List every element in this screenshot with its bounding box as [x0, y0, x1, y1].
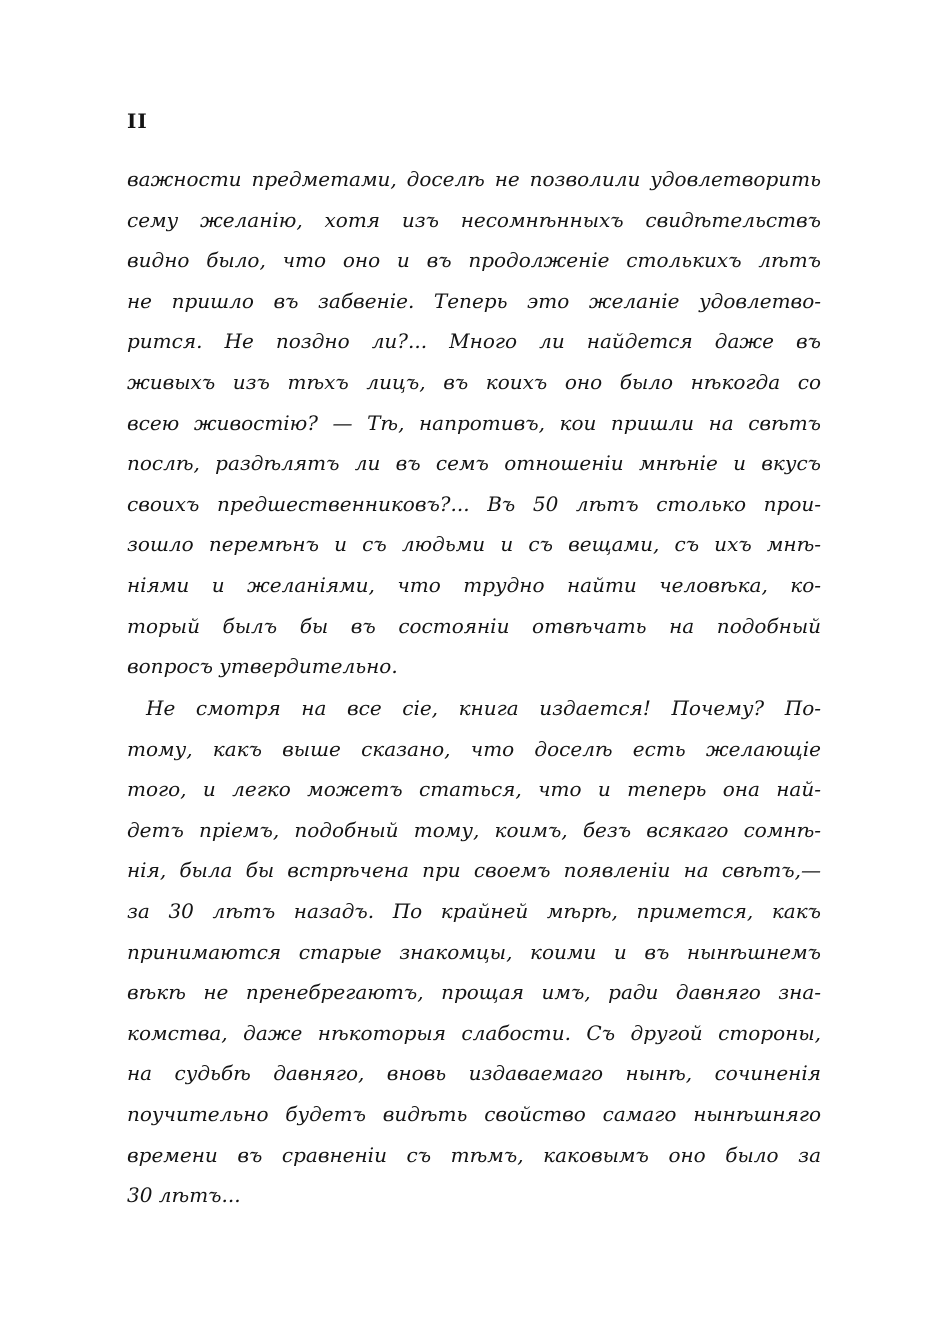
text-line: 30 лѣтъ... [127, 1183, 241, 1208]
text-line: послѣ, раздѣлятъ ли въ семъ отношеніи мнѣніе и вкусъ [127, 451, 821, 476]
page-number: II [127, 109, 148, 133]
text-line: всею живостію? — Тѣ, напротивъ, кои пришли на свѣтъ [127, 410, 821, 435]
text-line: торый былъ бы въ состояніи отвѣчать на подобный [127, 613, 821, 638]
text-line: вопросъ утвердительно. [127, 654, 398, 679]
text-line: живыхъ изъ тѣхъ лицъ, въ коихъ оно было нѣкогда со [127, 369, 821, 394]
text-line: Не смотря на все сіе, книга издается! Почему? По- [146, 696, 821, 720]
text-line: комства, даже нѣкоторыя слабости. Съ другой стороны, [127, 1020, 821, 1045]
text-line: того, и легко можетъ статься, что и теперь она най- [127, 777, 821, 802]
text-line: поучительно будетъ видѣть свойство самаго нынѣшняго [127, 1101, 821, 1126]
text-line: детъ пріемъ, подобный тому, коимъ, безъ всякаго сомнѣ- [127, 817, 821, 842]
text-line: рится. Не поздно ли?... Много ли найдется даже въ [127, 329, 821, 354]
text-line: нія, была бы встрѣчена при своемъ появленіи на свѣтъ,— [127, 858, 821, 883]
text-line: зошло перемѣнъ и съ людьми и съ вещами, съ ихъ мнѣ- [127, 532, 821, 557]
text-line: времени въ сравненіи съ тѣмъ, каковымъ оно было за [127, 1142, 821, 1167]
text-line: вѣкѣ не пренебрегаютъ, прощая имъ, ради давняго зна- [127, 980, 821, 1005]
text-line: не пришло въ забвеніе. Теперь это желаніе удовлетво- [127, 288, 821, 313]
text-line: принимаются старые знакомцы, коими и въ нынѣшнемъ [127, 939, 821, 964]
text-line: ніями и желаніями, что трудно найти человѣка, ко- [127, 572, 821, 597]
text-line: видно было, что оно и въ продолженіе столькихъ лѣтъ [127, 248, 821, 273]
text-line: важности предметами, доселѣ не позволили удовлетворить [127, 167, 821, 191]
paragraph-2 [127, 688, 821, 1216]
text-line: на судьбѣ давняго, вновь издаваемаго нынѣ, сочиненія [127, 1061, 821, 1086]
text-line: тому, какъ выше сказано, что доселѣ есть желающіе [127, 736, 821, 761]
paragraph-1 [127, 159, 821, 687]
text-line: сему желанію, хотя изъ несомнѣнныхъ свидѣтельствъ [127, 207, 821, 232]
text-line: своихъ предшественниковъ?... Въ 50 лѣтъ столько прои- [127, 491, 821, 516]
text-line: за 30 лѣтъ назадъ. По крайней мѣрѣ, примется, какъ [127, 898, 821, 923]
